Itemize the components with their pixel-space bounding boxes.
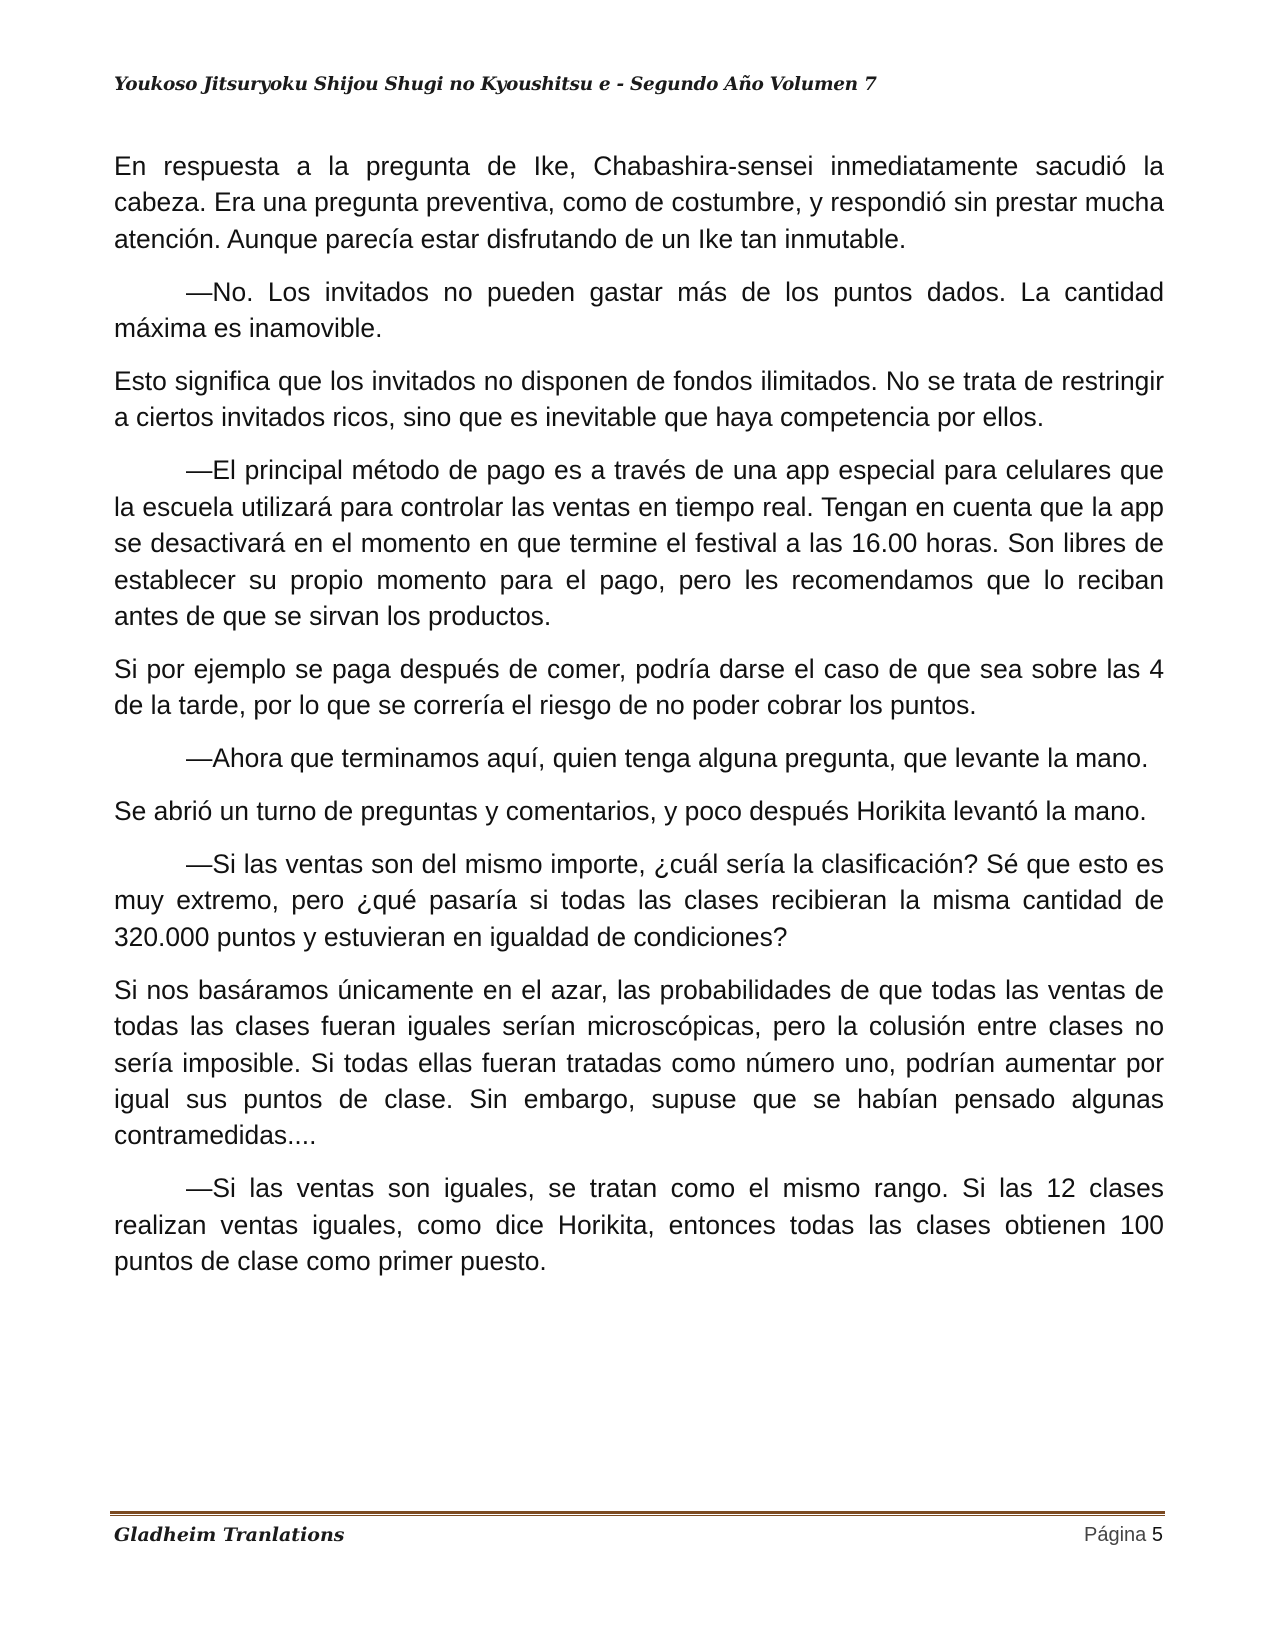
footer-divider (110, 1511, 1165, 1516)
paragraph: En respuesta a la pregunta de Ike, Chabashira-sensei inmediatamente sacudió la cabeza. Era una pregunta preventiva, como de costumbre, y respondió sin prestar mucha atención. Aunque parecía estar disfrutando de un Ike tan inmutable. (114, 151, 1164, 254)
paragraph: Se abrió un turno de preguntas y comentarios, y poco después Horikita levantó la mano. (114, 796, 1147, 827)
dialogue-paragraph: —El principal método de pago es a través de una app especial para celulares que la escuela utilizará para controlar las ventas en tiempo real. Tengan en cuenta que la app se desactivará en el momento en que termine el festival a las 16.00 horas. Son libres de establecer su propio momento para el pago, pero les recomendamos que lo reciban antes de que se sirvan los productos. (114, 455, 1164, 631)
page-number-value: 5 (1151, 1524, 1163, 1546)
paragraph: Si nos basáramos únicamente en el azar, las probabilidades de que todas las ventas de todas las clases fueran iguales serían microscópicas, pero la colusión entre clases no sería imposible. Si todas ellas fueran tratadas como número uno, podrían aumentar por igual sus puntos de clase. Sin embargo, supuse que se habían pensado algunas contramedidas.... (114, 974, 1164, 1151)
dialogue-paragraph: —Si las ventas son iguales, se tratan como el mismo rango. Si las 12 clases realizan ventas iguales, como dice Horikita, entonces todas las clases obtienen 100 puntos de clase como primer puesto. (114, 1173, 1164, 1277)
paragraph: Si por ejemplo se paga después de comer, podría darse el caso de que sea sobre las 4 de la tarde, por lo que se correría el riesgo de no poder cobrar los puntos. (114, 653, 1164, 721)
page-number (1084, 1524, 1163, 1547)
dialogue-paragraph: —No. Los invitados no pueden gastar más de los puntos dados. La cantidad máxima es inamovible. (114, 276, 1164, 344)
paragraph: Esto significa que los invitados no disponen de fondos ilimitados. No se trata de restringir a ciertos invitados ricos, sino que es inevitable que haya competencia por ellos. (114, 366, 1164, 433)
body-text (114, 148, 1164, 1296)
dialogue-paragraph: —Si las ventas son del mismo importe, ¿cuál sería la clasificación? Sé que esto es muy extremo, pero ¿qué pasaría si todas las clases recibieran la misma cantidad de 320.000 puntos y estuvieran en igualdad de condiciones? (114, 849, 1164, 952)
dialogue-paragraph: —Ahora que terminamos aquí, quien tenga alguna pregunta, que levante la mano. (186, 743, 1149, 774)
running-header: Youkoso Jitsuryoku Shijou Shugi no Kyoushitsu e - Segundo Año Volumen 7 (114, 74, 877, 95)
footer-credit: Gladheim Tranlations (114, 1524, 345, 1546)
page-label: Página (1084, 1524, 1147, 1546)
